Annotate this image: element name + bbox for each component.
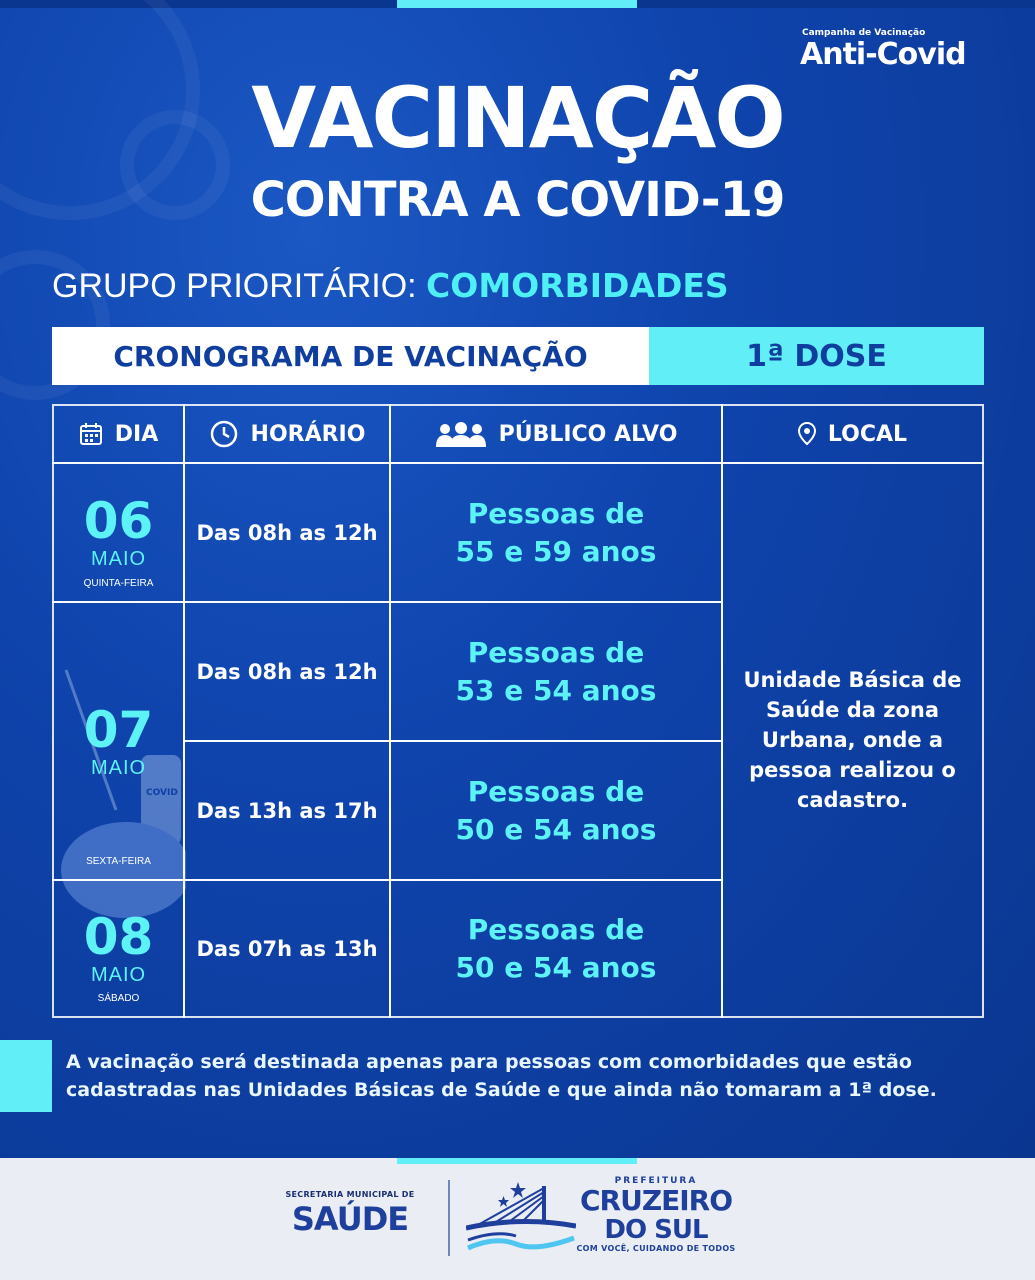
calendar-icon (79, 422, 103, 446)
day-number: 08 (83, 908, 154, 966)
local-line: Unidade Básica de (743, 668, 962, 692)
day-weekday: SÁBADO (97, 993, 140, 1004)
day-month: MAIO (90, 964, 147, 986)
footer-divider (448, 1180, 450, 1256)
vial-label: COVID (146, 788, 178, 798)
note-line: cadastradas nas Unidades Básicas de Saúde e que ainda não tomaram a 1ª dose. (66, 1079, 937, 1101)
public-line: Pessoas de (467, 774, 645, 808)
local-line: Urbana, onde a (761, 728, 944, 752)
public-cell (389, 879, 723, 1018)
top-stripe-right (637, 0, 1035, 8)
logo-small-text: Campanha de Vacinação (802, 28, 926, 38)
local-cell (721, 462, 984, 1018)
public-line: Pessoas de (467, 635, 645, 669)
public-cell (389, 740, 723, 881)
schedule-bar (52, 327, 984, 385)
day-weekday: QUINTA-FEIRA (83, 578, 154, 589)
day-cell (52, 601, 185, 881)
note-accent-bar (0, 1040, 52, 1112)
day-number: 06 (83, 492, 154, 550)
time-cell: Das 07h as 13h (183, 879, 391, 1018)
day-cell (52, 879, 185, 1018)
header-public-label: PÚBLICO ALVO (498, 421, 678, 447)
header-public (389, 404, 723, 464)
group-value: COMORBIDADES (426, 266, 729, 305)
bridge-logo-icon (466, 1178, 576, 1258)
top-stripe-accent (397, 0, 637, 8)
note-text (66, 1048, 966, 1104)
secretaria-small: SECRETARIA MUNICIPAL DE (285, 1190, 415, 1199)
public-line: 50 e 54 anos (455, 812, 657, 846)
public-line: 55 e 59 anos (455, 534, 657, 568)
local-line: Saúde da zona (765, 698, 940, 722)
people-icon (435, 421, 487, 447)
secretaria-logo (270, 1190, 430, 1239)
prefeitura-logo (568, 1176, 744, 1253)
prefeitura-line1: CRUZEIRO (579, 1184, 733, 1217)
clock-icon (209, 419, 239, 449)
public-line: 50 e 54 anos (455, 950, 657, 984)
day-number: 07 (83, 700, 154, 759)
priority-group (52, 264, 729, 308)
public-line: 53 e 54 anos (455, 673, 657, 707)
local-line: pessoa realizou o (749, 758, 956, 782)
note-line: A vacinação será destinada apenas para pessoas com comorbidades que estão (66, 1051, 912, 1073)
public-cell (389, 601, 723, 742)
header-time (183, 404, 391, 464)
schedule-label: CRONOGRAMA DE VACINAÇÃO (52, 327, 649, 385)
day-month: MAIO (90, 548, 147, 570)
footer-accent-line (397, 1158, 637, 1164)
header-local-label: LOCAL (827, 421, 908, 447)
header-time-label: HORÁRIO (250, 421, 366, 447)
day-month: MAIO (90, 756, 147, 779)
dose-label: 1ª DOSE (649, 327, 984, 385)
prefeitura-tagline: COM VOCÊ, CUIDANDO DE TODOS (576, 1244, 736, 1253)
secretaria-big: SAÚDE (291, 1200, 409, 1238)
footer (0, 1158, 1035, 1280)
header-local (721, 404, 984, 464)
time-cell: Das 08h as 12h (183, 601, 391, 742)
group-label: GRUPO PRIORITÁRIO: (52, 267, 417, 305)
time-cell: Das 08h as 12h (183, 462, 391, 603)
prefeitura-small: PREFEITURA (614, 1176, 698, 1186)
schedule-table (52, 404, 984, 1018)
page-subtitle: CONTRA A COVID-19 (250, 172, 785, 228)
local-line: cadastro. (796, 788, 909, 812)
day-cell (52, 462, 185, 603)
anti-covid-logo (800, 28, 985, 72)
day-weekday: SEXTA-FEIRA (86, 856, 151, 867)
public-line: Pessoas de (467, 496, 645, 530)
public-cell (389, 462, 723, 603)
prefeitura-line2: DO SUL (604, 1215, 708, 1245)
header-day-label: DIA (114, 421, 159, 447)
time-cell: Das 13h as 17h (183, 740, 391, 881)
page-title: VACINAÇÃO (251, 69, 784, 167)
header-day (52, 404, 185, 464)
logo-big-text: Anti-Covid (800, 37, 966, 72)
public-line: Pessoas de (467, 912, 645, 946)
location-pin-icon (798, 422, 816, 446)
